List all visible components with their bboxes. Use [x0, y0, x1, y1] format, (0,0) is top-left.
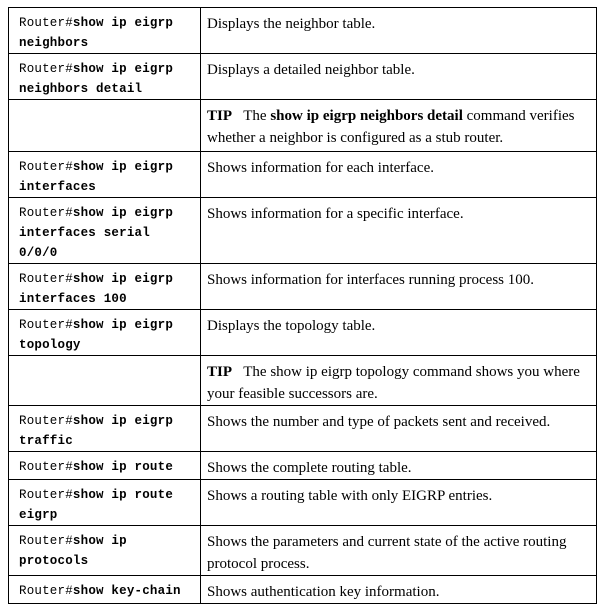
router-prompt: Router#: [19, 584, 73, 598]
command-text: show ip eigrp traffic: [19, 414, 174, 448]
router-prompt: Router#: [19, 62, 73, 76]
table-row: [9, 54, 597, 100]
command-text: show ip eigrp neighbors: [19, 16, 174, 50]
router-prompt: Router#: [19, 534, 73, 548]
table-row: [9, 264, 597, 310]
router-prompt: Router#: [19, 160, 73, 174]
empty-cell: [9, 100, 201, 152]
tip-cell: [201, 356, 597, 406]
table-row: [9, 406, 597, 452]
command-cell: [9, 576, 201, 604]
description-cell: Shows authentication key information.: [201, 576, 597, 604]
description-cell: Shows the parameters and current state of the active routing protocol process.: [201, 526, 597, 576]
table-row: [9, 356, 597, 406]
tip-text-pre: The: [243, 108, 271, 124]
command-text: show ip eigrp topology: [19, 318, 174, 352]
router-prompt: Router#: [19, 414, 73, 428]
command-cell: [9, 54, 201, 100]
command-cell: [9, 8, 201, 54]
command-cell: [9, 406, 201, 452]
description-cell: Shows information for interfaces running process 100.: [201, 264, 597, 310]
tip-text: The show ip eigrp topology command shows you where your feasible successors are.: [207, 364, 580, 402]
table-row: [9, 452, 597, 480]
description-cell: Shows the number and type of packets sent and received.: [201, 406, 597, 452]
command-text: show ip protocols: [19, 534, 127, 568]
tip-command: show ip eigrp neighbors detail: [270, 108, 463, 124]
description-cell: Shows the complete routing table.: [201, 452, 597, 480]
tip-label: TIP: [207, 364, 233, 380]
description-cell: Shows information for each interface.: [201, 152, 597, 198]
command-cell: [9, 310, 201, 356]
table-row: [9, 198, 597, 264]
tip-label: TIP: [207, 108, 233, 124]
command-text: show ip eigrp interfaces: [19, 160, 174, 194]
table-row: [9, 526, 597, 576]
tip-cell: [201, 100, 597, 152]
table-row: [9, 480, 597, 526]
command-cell: [9, 452, 201, 480]
command-cell: [9, 480, 201, 526]
router-prompt: Router#: [19, 16, 73, 30]
command-text: show ip eigrp neighbors detail: [19, 62, 174, 96]
command-cell: [9, 152, 201, 198]
table-row: [9, 310, 597, 356]
table-row: [9, 8, 597, 54]
description-cell: Shows a routing table with only EIGRP entries.: [201, 480, 597, 526]
command-text: show ip eigrp interfaces 100: [19, 272, 174, 306]
description-cell: Displays the neighbor table.: [201, 8, 597, 54]
command-text: show ip eigrp interfaces serial 0/0/0: [19, 206, 174, 260]
description-cell: Shows information for a specific interface.: [201, 198, 597, 264]
command-cell: [9, 526, 201, 576]
command-text: show ip route: [72, 460, 174, 474]
table-row: [9, 576, 597, 604]
table-row: [9, 152, 597, 198]
description-cell: Displays a detailed neighbor table.: [201, 54, 597, 100]
tip-text-post: command verifies whether a neighbor is configured as a stub router.: [207, 108, 575, 146]
command-text: show key-chain: [72, 584, 181, 598]
table-row: [9, 100, 597, 152]
router-prompt: Router#: [19, 488, 73, 502]
router-prompt: Router#: [19, 272, 73, 286]
command-cell: [9, 198, 201, 264]
command-cell: [9, 264, 201, 310]
description-cell: Displays the topology table.: [201, 310, 597, 356]
router-prompt: Router#: [19, 318, 73, 332]
command-text: show ip route eigrp: [19, 488, 174, 522]
router-prompt: Router#: [19, 460, 73, 474]
eigrp-commands-table: [8, 7, 597, 604]
router-prompt: Router#: [19, 206, 73, 220]
empty-cell: [9, 356, 201, 406]
